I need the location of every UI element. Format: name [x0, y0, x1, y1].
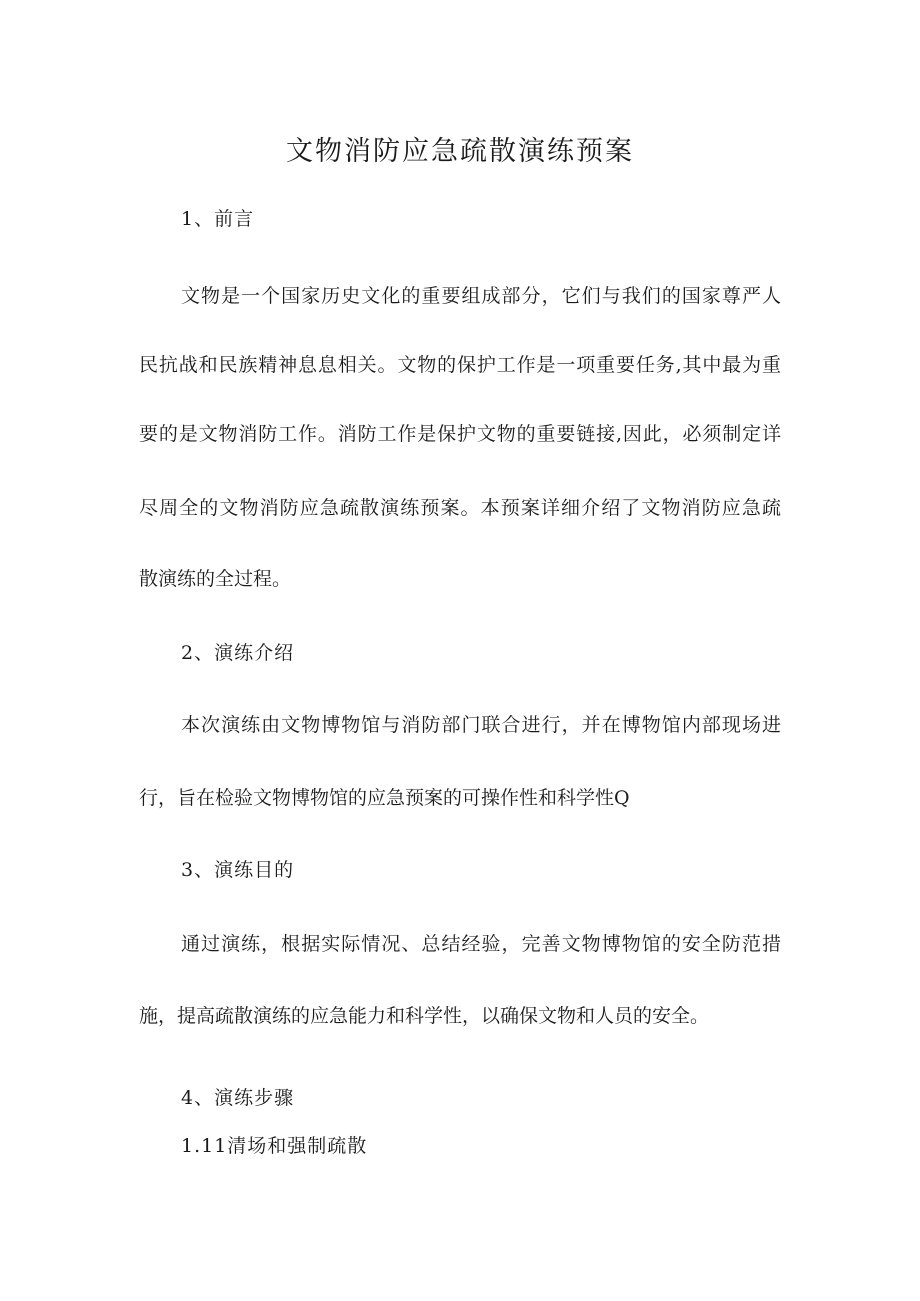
- section-heading-introduction: 2、演练介绍: [181, 642, 295, 664]
- paragraph-line: 尽周全的文物消防应急疏散演练预案。本预案详细介绍了文物消防应急疏: [139, 497, 781, 519]
- section-heading-steps: 4、演练步骤: [181, 1087, 295, 1109]
- paragraph-line: 行，旨在检验文物博物馆的应急预案的可操作性和科学性Q: [139, 787, 630, 809]
- paragraph-line: 散演练的全过程。: [139, 568, 292, 590]
- section-heading-purpose: 3、演练目的: [181, 859, 295, 881]
- paragraph-line: 文物是一个国家历史文化的重要组成部分，它们与我们的国家尊严人: [181, 285, 781, 307]
- paragraph-line: 要的是文物消防工作。消防工作是保护文物的重要链接,因此，必须制定详: [139, 423, 781, 445]
- paragraph-line: 通过演练，根据实际情况、总结经验，完善文物博物馆的安全防范措: [181, 933, 781, 955]
- document-title: 文物消防应急疏散演练预案: [286, 136, 634, 167]
- subsection-heading: 1.11清场和强制疏散: [181, 1135, 368, 1157]
- paragraph-line: 本次演练由文物博物馆与消防部门联合进行，并在博物馆内部现场进: [181, 714, 781, 736]
- section-heading-preface: 1、前言: [181, 208, 255, 230]
- paragraph-line: 施，提高疏散演练的应急能力和科学性，以确保文物和人员的安全。: [139, 1005, 710, 1027]
- paragraph-line: 民抗战和民族精神息息相关。文物的保护工作是一项重要任务,其中最为重: [139, 354, 781, 376]
